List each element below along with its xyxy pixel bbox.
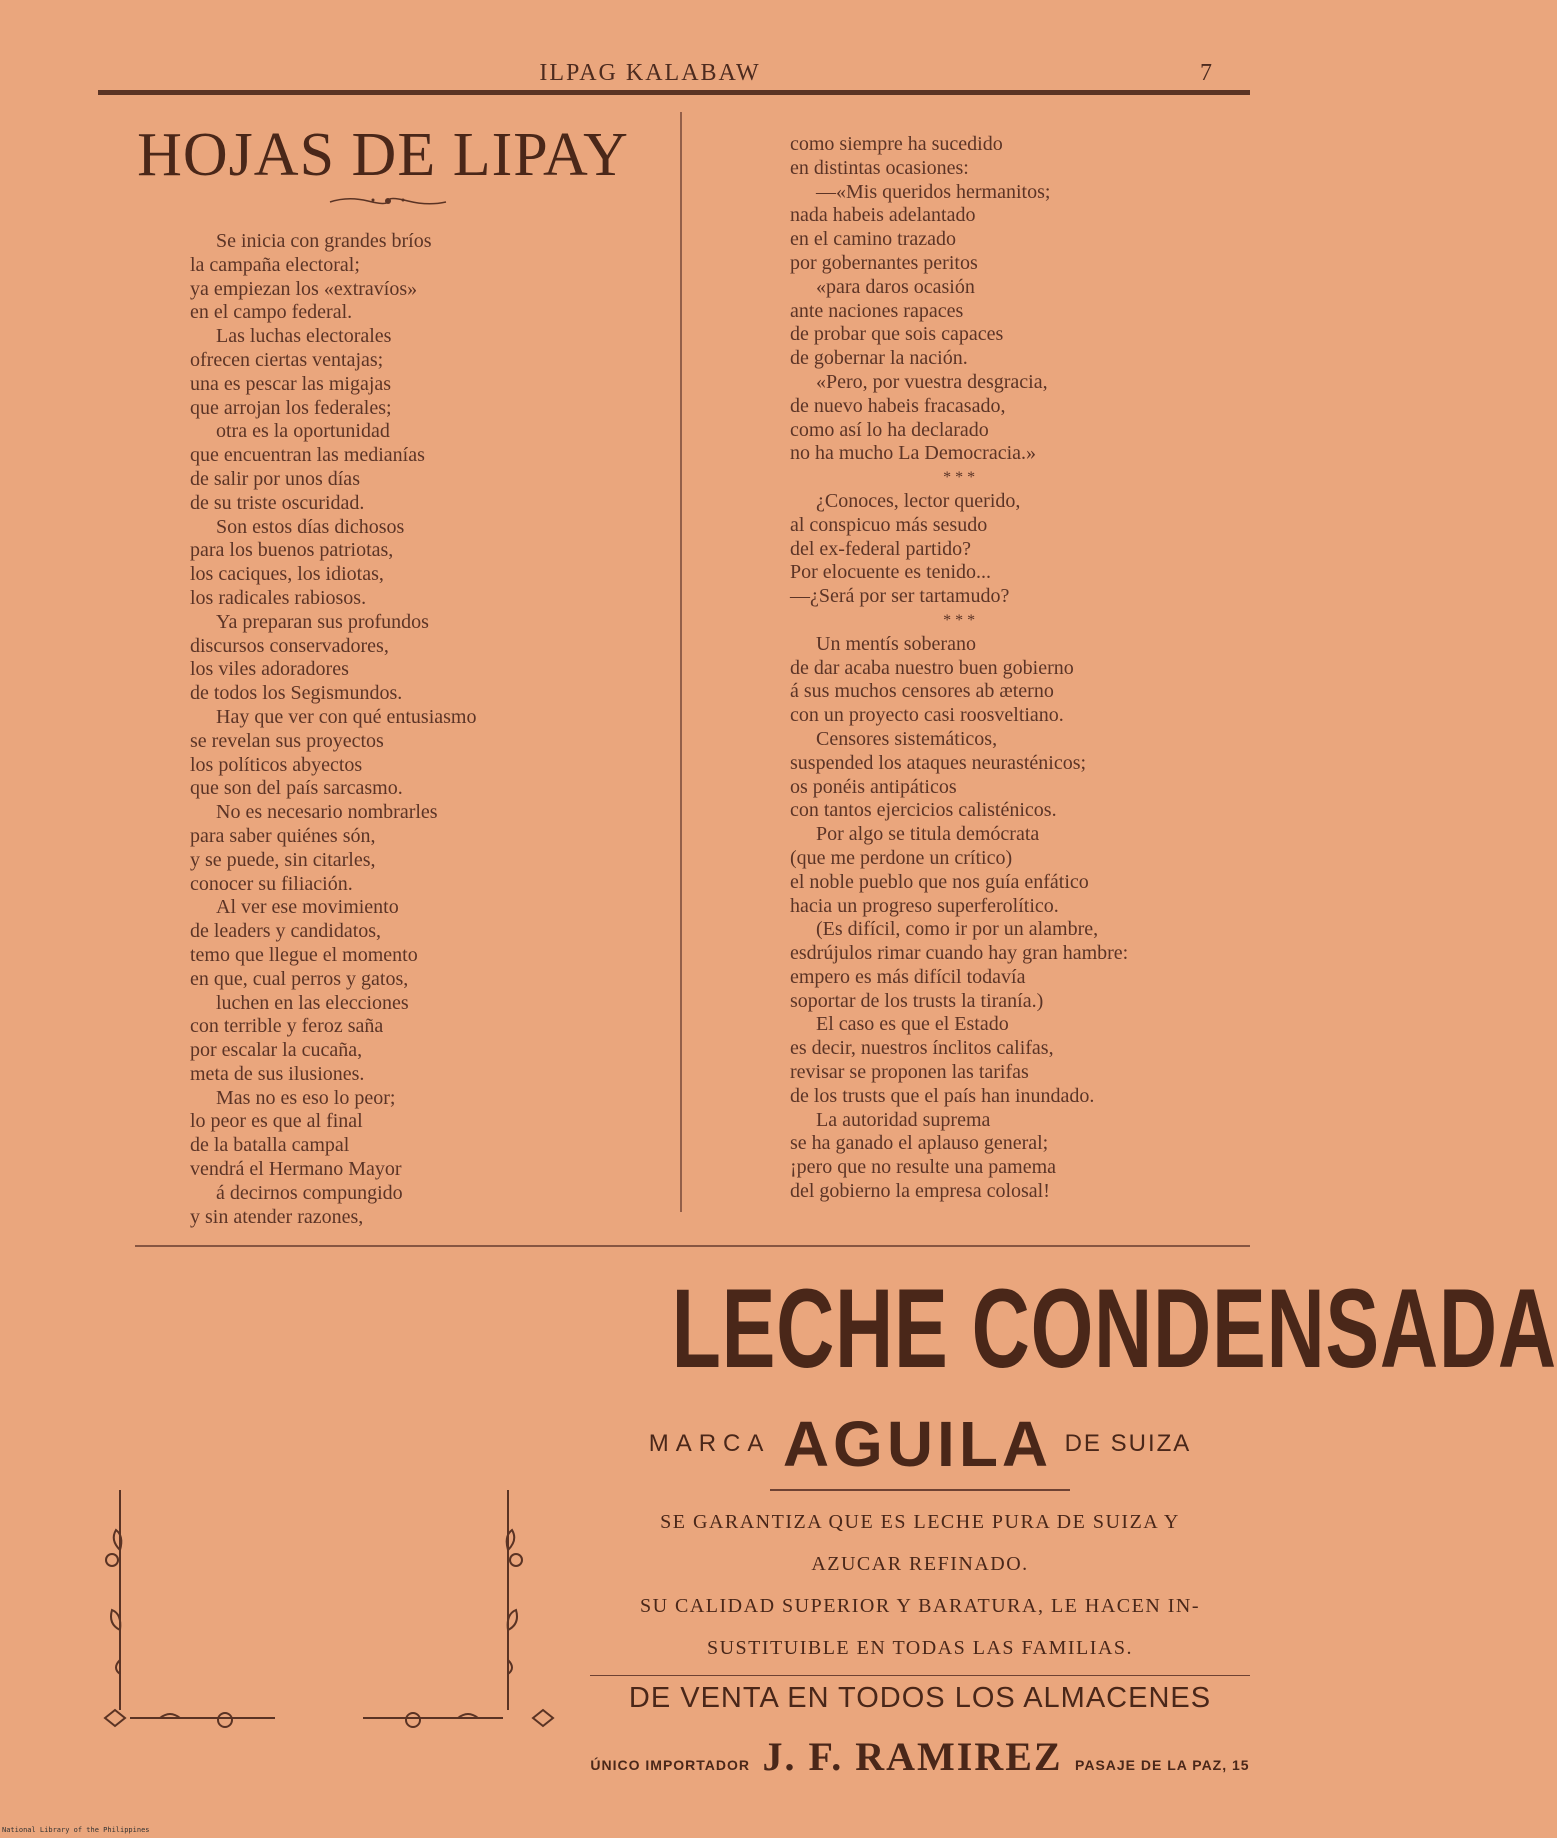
poem-line: la campaña electoral; — [190, 253, 360, 276]
ad-importer-address: PASAJE DE LA PAZ, 15 — [1075, 1757, 1250, 1773]
poem-line: «para daros ocasión — [816, 275, 975, 298]
poem-line: con un proyecto casi roosveltiano. — [790, 704, 1064, 727]
poem-line: en el campo federal. — [190, 301, 353, 324]
advertisement — [575, 1255, 1557, 1780]
poem-line: con terrible y feroz saña — [190, 1015, 384, 1038]
ad-origin: DE SUIZA — [1064, 1430, 1192, 1457]
poem-line: —«Mis queridos hermanitos; — [816, 180, 1051, 203]
poem-line: luchen en las elecciones — [216, 991, 409, 1014]
running-head-title: ILPAG KALABAW — [539, 60, 761, 86]
poem-line: revisar se proponen las tarifas — [790, 1061, 1029, 1084]
poem-line: meta de sus ilusiones. — [190, 1062, 365, 1085]
poem-line: de nuevo habeis fracasado, — [790, 394, 1006, 417]
poem-line: Por elocuente es tenido... — [790, 561, 992, 584]
poem-line: en que, cual perros y gatos, — [190, 967, 409, 990]
poem-line: del ex-federal partido? — [790, 537, 972, 560]
poem-line: que encuentran las medianías — [190, 444, 425, 467]
ad-text-line-2: AZUCAR REFINADO. — [811, 1553, 1029, 1575]
poem-line: suspended los ataques neurasténicos; — [790, 751, 1087, 774]
poem-line: como siempre ha sucedido — [790, 133, 1003, 155]
ad-text-line-4: SUSTITUIBLE EN TODAS LAS FAMILIAS. — [706, 1637, 1134, 1659]
poem-line: en el camino trazado — [790, 228, 957, 251]
poem-line: los caciques, los idiotas, — [190, 563, 384, 586]
poem-line: El caso es que el Estado — [816, 1013, 1009, 1036]
poem-line: «Pero, por vuestra desgracia, — [816, 370, 1048, 393]
ad-brand-name: AGUILA — [782, 1408, 1053, 1480]
poem-line: Mas no es eso lo peor; — [216, 1086, 396, 1109]
poem-line: como así lo ha declarado — [790, 418, 989, 441]
poem-line: por gobernantes peritos — [790, 251, 978, 274]
poem-line: No es necesario nombrarles — [216, 801, 438, 824]
poem-line: empero es más difícil todavía — [790, 965, 1026, 988]
poem-line: á decirnos compungido — [216, 1181, 403, 1204]
column-divider — [680, 112, 682, 1212]
poem-line: no ha mucho La Democracia.» — [790, 442, 1037, 465]
poem-line: y se puede, sin citarles, — [190, 848, 376, 871]
poem-line: Censores sistemáticos, — [816, 727, 998, 750]
poem-line: Las luchas electorales — [216, 325, 392, 348]
ad-importer-line — [575, 1733, 1265, 1780]
poem-line: se revelan sus proyectos — [190, 729, 384, 752]
poem-line: ¡pero que no resulte una pamema — [790, 1156, 1057, 1179]
poem-line: á sus muchos censores ab æterno — [790, 680, 1054, 703]
running-head — [0, 60, 1300, 90]
poem-line: Por algo se titula demócrata — [816, 823, 1040, 846]
header-rule — [98, 90, 1250, 95]
poem-line: ofrecen ciertas ventajas; — [190, 348, 384, 371]
poem-line: ante naciones rapaces — [790, 299, 964, 322]
poem-line: otra es la oportunidad — [216, 420, 390, 443]
poem-right-column — [790, 133, 1128, 1204]
ad-marca: MARCA — [648, 1430, 771, 1457]
poem-line: el noble pueblo que nos guía enfático — [790, 870, 1089, 893]
poem-line: Ya preparan sus profundos — [216, 610, 429, 633]
poem-line: de leaders y candidatos, — [190, 920, 382, 943]
ad-sale-line: DE VENTA EN TODOS LOS ALMACENES — [628, 1682, 1212, 1714]
poem-line: de todos los Segismundos. — [190, 682, 403, 705]
page-number: 7 — [1200, 60, 1212, 86]
decorative-frame-left-icon — [100, 1480, 300, 1740]
ad-sale-rule — [590, 1675, 1250, 1676]
poem-line: y sin atender razones, — [190, 1205, 364, 1228]
poem-line: para los buenos patriotas, — [190, 539, 394, 562]
poem-line: (Es difícil, como ir por un alambre, — [816, 918, 1099, 941]
poem-line: ¿Conoces, lector querido, — [816, 489, 1021, 512]
ad-text-line-3: SU CALIDAD SUPERIOR Y BARATURA, LE HACEN IN- — [639, 1595, 1201, 1617]
poem-line: discursos conservadores, — [190, 634, 389, 657]
poem-line: * * * — [943, 469, 976, 487]
ad-text-line-1: SE GARANTIZA QUE ES LECHE PURA DE SUIZA Y — [660, 1511, 1180, 1533]
footer-credit: National Library of the Philippines — [2, 1826, 150, 1834]
poem-line: La autoridad suprema — [816, 1108, 991, 1131]
article-title: HOJAS DE LIPAY — [137, 121, 629, 189]
poem-line: del gobierno la empresa colosal! — [790, 1180, 1050, 1203]
poem-line: de su triste oscuridad. — [190, 491, 365, 514]
poem-line: que son del país sarcasmo. — [190, 777, 403, 800]
poem-line: una es pescar las migajas — [190, 372, 392, 395]
poem-line: es decir, nuestros ínclitos califas, — [790, 1037, 1054, 1060]
poem-line: de probar que sois capaces — [790, 323, 1004, 346]
poem-line: los viles adoradores — [190, 658, 349, 681]
poem-line: conocer su filiación. — [190, 872, 353, 895]
poem-line: al conspicuo más sesudo — [790, 513, 988, 536]
poem-line: esdrújulos rimar cuando hay gran hambre: — [790, 942, 1129, 965]
advertisement-rule — [135, 1245, 1250, 1247]
poem-line: (que me perdone un crítico) — [790, 846, 1013, 869]
poem-line: de dar acaba nuestro buen gobierno — [790, 656, 1074, 679]
poem-line: —¿Será por ser tartamudo? — [790, 585, 1010, 608]
poem-line: Son estos días dichosos — [216, 515, 405, 538]
ad-importer-name: J. F. RAMIREZ — [762, 1734, 1063, 1779]
poem-left-column — [190, 230, 476, 1229]
poem-line: con tantos ejercicios calisténicos. — [790, 799, 1057, 822]
poem-line: para saber quiénes són, — [190, 824, 376, 847]
poem-line: de los trusts que el país han inundado. — [790, 1084, 1095, 1107]
poem-line: los políticos abyectos — [190, 753, 363, 776]
poem-line: nada habeis adelantado — [790, 204, 976, 227]
poem-line: de gobernar la nación. — [790, 347, 968, 370]
poem-line: por escalar la cucaña, — [190, 1039, 363, 1062]
poem-line: Hay que ver con qué entusiasmo — [216, 705, 477, 728]
poem-line: temo que llegue el momento — [190, 943, 418, 966]
poem-line: Al ver ese movimiento — [216, 896, 399, 919]
decorative-frame-right-icon — [358, 1480, 558, 1740]
poem-line: ya empiezan los «extravíos» — [190, 277, 418, 300]
poem-line: Se inicia con grandes bríos — [216, 230, 432, 252]
poem-line: lo peor es que al final — [190, 1110, 363, 1133]
poem-line: los radicales rabiosos. — [190, 586, 367, 609]
ad-importer-label: ÚNICO IMPORTADOR — [590, 1757, 751, 1773]
poem-line: hacia un progreso superferolítico. — [790, 894, 1059, 917]
poem-line: que arrojan los federales; — [190, 396, 392, 419]
ad-brand-rule — [770, 1489, 1070, 1491]
poem-line: * * * — [943, 611, 976, 629]
poem-line: se ha ganado el aplauso general; — [790, 1132, 1049, 1155]
poem-line: de la batalla campal — [190, 1134, 350, 1157]
ad-headline: LECHE CONDENSADA — [671, 1266, 1557, 1391]
poem-line: soportar de los trusts la tiranía.) — [790, 989, 1044, 1012]
title-ornament-icon — [328, 195, 448, 207]
poem-line: Un mentís soberano — [816, 632, 976, 655]
poem-line: de salir por unos días — [190, 467, 360, 490]
poem-line: en distintas ocasiones: — [790, 156, 969, 179]
poem-line: os ponéis antipáticos — [790, 775, 957, 798]
poem-line: vendrá el Hermano Mayor — [190, 1158, 402, 1181]
ad-brand-line — [575, 1407, 1265, 1481]
